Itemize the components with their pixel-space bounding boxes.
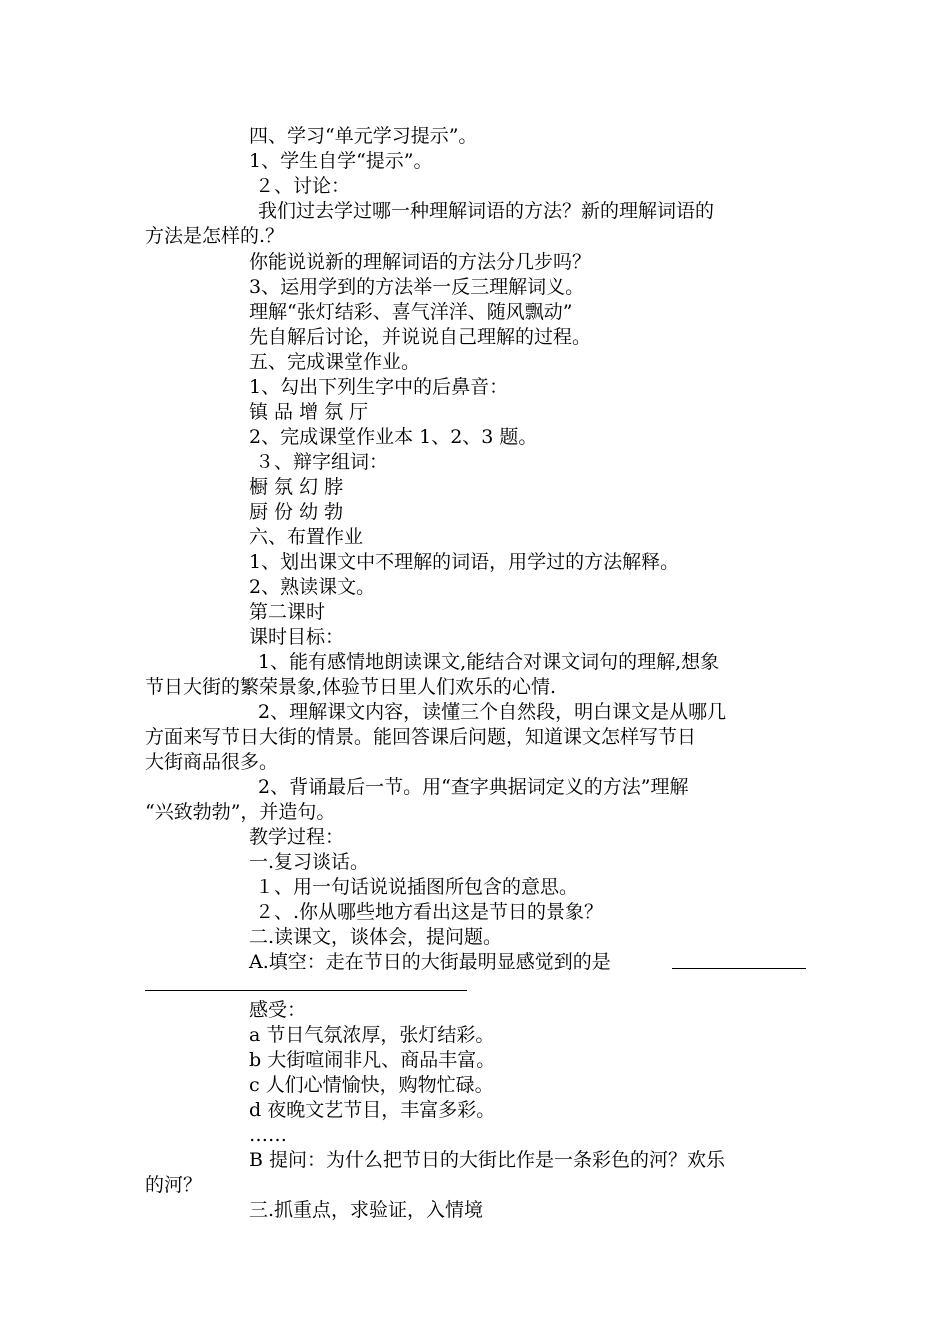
- section-heading-5: 五、完成课堂作业。: [249, 351, 421, 373]
- char-list: 镇 品 增 氛 厅: [249, 401, 369, 423]
- char-list: 橱 氛 幻 脖: [249, 476, 344, 498]
- fill-blank-line: A.填空：走在节日的大街最明显感觉到的是: [249, 951, 611, 973]
- text-line: 1、学生自学“提示”。: [249, 150, 433, 172]
- section-heading: 三.抓重点，求验证，入情境: [249, 1199, 484, 1221]
- paragraph-line: 1、能有感情地朗读课文,能结合对课文词句的理解,想象: [258, 651, 720, 673]
- text-line: 二.读课文，谈体会，提问题。: [249, 926, 503, 948]
- list-item: c 人们心情愉快，购物忙碌。: [249, 1074, 494, 1096]
- text-line: 你能说说新的理解词语的方法分几步吗？: [249, 251, 592, 273]
- text-line: ２、讨论：: [255, 175, 351, 197]
- section-heading: 教学过程：: [249, 826, 345, 848]
- paragraph-line: 大街商品很多。: [145, 751, 279, 773]
- list-item: b 大街喧闹非凡、商品丰富。: [249, 1049, 496, 1071]
- paragraph-line: B 提问：为什么把节日的大街比作是一条彩色的河？欢乐: [249, 1149, 726, 1171]
- char-list: 厨 份 幼 勃: [249, 501, 344, 523]
- text-line: 课时目标：: [249, 626, 345, 648]
- ellipsis: ……: [249, 1124, 287, 1146]
- fill-blank-underline: [145, 990, 467, 991]
- text-line: ２、.你从哪些地方看出这是节日的景象？: [255, 901, 604, 923]
- text-line: ３、辩字组词：: [255, 451, 389, 473]
- section-heading-4: 四、学习“单元学习提示”。: [249, 125, 478, 147]
- paragraph-line: 我们过去学过哪一种理解词语的方法？新的理解词语的: [258, 200, 715, 222]
- text-line: 1、划出课文中不理解的词语，用学过的方法解释。: [249, 551, 680, 573]
- paragraph-line: 方面来写节日大街的情景。能回答课后问题，知道课文怎样写节日: [145, 726, 697, 748]
- paragraph-line: 节日大街的繁荣景象,体验节日里人们欢乐的心情.: [145, 676, 557, 698]
- text-line: 3、运用学到的方法举一反三理解词义。: [249, 276, 585, 298]
- text-line: 先自解后讨论，并说说自己理解的过程。: [249, 326, 592, 348]
- text-line: 1、勾出下列生字中的后鼻音：: [249, 376, 509, 398]
- paragraph-line: 2、理解课文内容，读懂三个自然段，明白课文是从哪几: [258, 701, 727, 723]
- text-line: 2、完成课堂作业本 1、2、3 题。: [249, 426, 538, 448]
- text-line: 理解“张灯结彩、喜气洋洋、随风飘动”: [249, 301, 573, 323]
- list-item: d 夜晚文艺节目，丰富多彩。: [249, 1099, 496, 1121]
- text-line: 一.复习谈话。: [249, 851, 370, 873]
- text-line: 2、熟读课文。: [249, 576, 376, 598]
- paragraph-line: 方法是怎样的.？: [145, 225, 285, 247]
- list-item: a 节日气氛浓厚，张灯结彩。: [249, 1024, 495, 1046]
- paragraph-line: 2、背诵最后一节。用“查字典据词定义的方法”理解: [258, 776, 689, 798]
- section-heading-6: 六、布置作业: [249, 526, 364, 548]
- paragraph-line: “兴致勃勃”，并造句。: [145, 801, 336, 823]
- fill-blank-underline: [672, 968, 806, 969]
- text-line: 感受：: [249, 999, 307, 1021]
- lesson-heading: 第二课时: [249, 601, 326, 623]
- paragraph-line: 的河？: [145, 1174, 203, 1196]
- text-line: １、用一句话说说插图所包含的意思。: [255, 876, 579, 898]
